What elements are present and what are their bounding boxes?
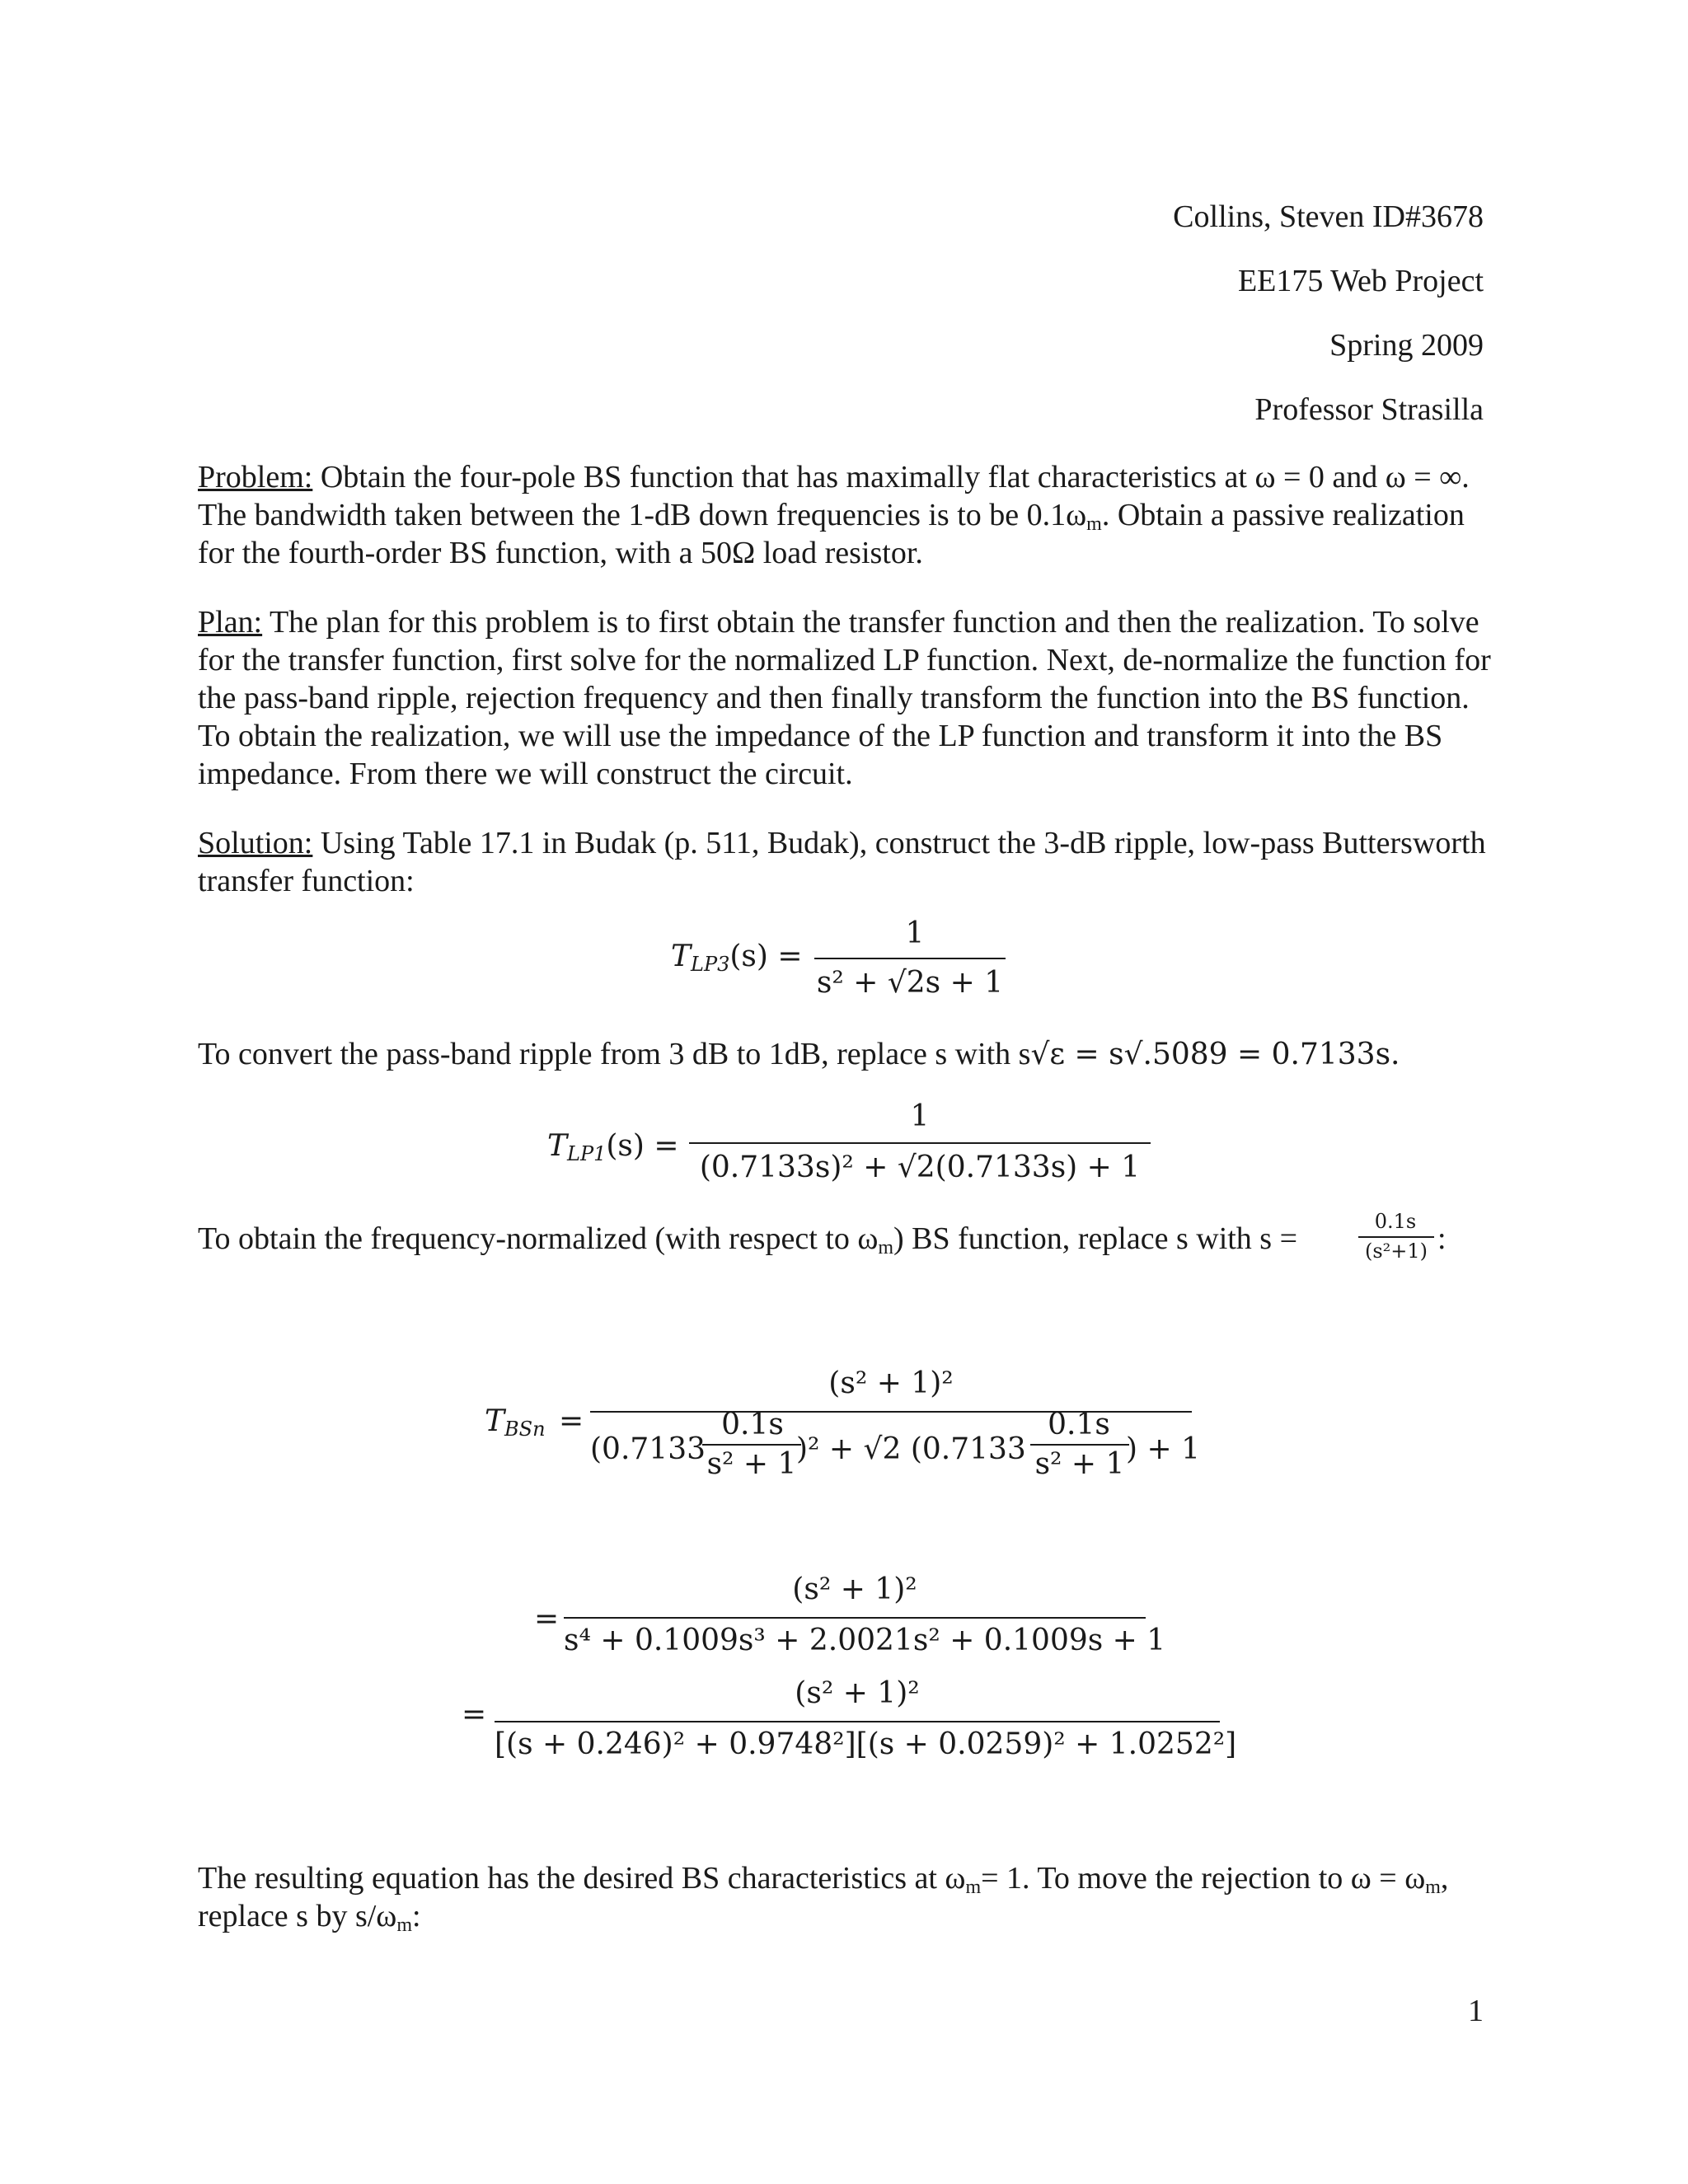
normalize-sub-m: m — [878, 1237, 894, 1258]
eq3-lhs: $T_{BSn}$ — [485, 1404, 546, 1441]
convert-math: √ε = s√.5089 = 0.7133s. — [1030, 1038, 1400, 1071]
page-number: 1 — [1468, 1994, 1484, 2028]
plan-label: Plan: — [198, 605, 263, 640]
normalize-text-2: ) BS function, replace s with s = — [893, 1221, 1298, 1256]
result-sub-m2: m — [1425, 1877, 1441, 1898]
eq1-denominator: s² + √2s + 1 — [816, 966, 1004, 1000]
eq3-equals: = — [559, 1404, 584, 1438]
eq5-denominator: [(s + 0.246)² + 0.9748²][(s + 0.0259)² + 1.0252²] — [495, 1727, 1237, 1761]
eq1-lhs: $T_{LP3}(s)$ = — [671, 940, 803, 976]
course-title: EE175 Web Project — [1237, 264, 1484, 298]
plan-paragraph — [198, 603, 1492, 793]
eq3-den-frac2-den: s² + 1 — [1034, 1447, 1125, 1481]
normalize-colon: : — [1437, 1221, 1447, 1256]
normalize-text-1: To obtain the frequency-normalized (with respect to ω — [198, 1221, 879, 1256]
problem-paragraph — [198, 458, 1492, 572]
eq3-den-frac2-num: 0.1s — [1048, 1408, 1110, 1441]
eq2-numerator: 1 — [910, 1099, 930, 1133]
result-paragraph — [198, 1859, 1500, 1935]
author-id: Collins, Steven ID#3678 — [1173, 199, 1484, 234]
problem-label: Problem: — [198, 460, 313, 494]
eq4-fraction-bar — [564, 1617, 1146, 1619]
normalize-frac-den: (s²+1) — [1364, 1240, 1428, 1263]
problem-sub-m: m — [1086, 513, 1102, 535]
solution-paragraph — [198, 824, 1492, 900]
eq2-denominator: (0.7133s)² + √2(0.7133s) + 1 — [699, 1151, 1141, 1184]
eq1-numerator: 1 — [905, 916, 925, 950]
solution-label: Solution: — [198, 826, 313, 860]
problem-text-2: . Obtain a passive realization for the fourth-order BS function, with a 50Ω load resistor. — [198, 498, 1465, 570]
result-sub-m3: m — [396, 1915, 412, 1936]
problem-text-1: Obtain the four-pole BS function that has maximally flat characteristics at ω = 0 and ω = ∞. The bandwidth taken between the 1-dB down frequencies is to be 0.1ω — [198, 460, 1470, 532]
eq3-den-a: (0.7133 — [590, 1432, 706, 1466]
eq3-den-frac1-num: 0.1s — [721, 1408, 784, 1441]
eq3-den-b: )² + √2 (0.7133 — [796, 1432, 1026, 1466]
professor: Professor Strasilla — [1254, 392, 1484, 427]
solution-text: Using Table 17.1 in Budak (p. 511, Budak), construct the 3-dB ripple, low-pass Buttersworth transfer function: — [198, 826, 1486, 898]
eq5-fraction-bar — [495, 1721, 1220, 1722]
result-text-1: The resulting equation has the desired BS characteristics at ω — [198, 1861, 966, 1896]
eq2-fraction-bar — [689, 1142, 1151, 1144]
eq5-numerator: (s² + 1)² — [795, 1676, 920, 1710]
eq4-denominator: s⁴ + 0.1009s³ + 2.0021s² + 0.1009s + 1 — [564, 1624, 1166, 1657]
result-text-2: = 1. To move the rejection to ω = ω — [981, 1861, 1426, 1896]
convert-text: To convert the pass-band ripple from 3 dB to 1dB, replace s with s — [198, 1037, 1031, 1071]
normalize-frac-bar — [1358, 1236, 1434, 1238]
eq4-equals: = — [534, 1602, 560, 1636]
eq3-den-c: ) + 1 — [1126, 1432, 1200, 1466]
result-text-4: : — [412, 1899, 421, 1933]
normalize-paragraph — [198, 1220, 1434, 1258]
convert-paragraph — [198, 1035, 1599, 1074]
eq3-den-frac1-bar — [702, 1444, 801, 1446]
plan-text: The plan for this problem is to first obtain the transfer function and then the realization. To solve for the transfer function, first solve for the normalized LP function. Next, de-normalize the function for the pass-band ripple, rejection frequency and then finally transform the function into the BS function. To obtain the realization, we will use the impedance of the LP function and transform it into the BS impedance. From there we will construct the circuit. — [198, 605, 1491, 791]
result-sub-m1: m — [965, 1877, 982, 1898]
result-text-3: , replace s by s/ω — [198, 1861, 1449, 1933]
normalize-frac-num: 0.1s — [1374, 1210, 1417, 1233]
eq4-numerator: (s² + 1)² — [792, 1572, 917, 1606]
term: Spring 2009 — [1329, 328, 1484, 363]
eq3-den-frac1-den: s² + 1 — [706, 1447, 797, 1481]
eq1-fraction-bar — [814, 958, 1006, 959]
eq3-numerator: (s² + 1)² — [828, 1366, 954, 1400]
eq2-lhs: $T_{LP1}(s)$ = — [547, 1129, 679, 1165]
eq5-equals: = — [462, 1698, 487, 1732]
eq3-den-frac2-bar — [1030, 1444, 1129, 1446]
